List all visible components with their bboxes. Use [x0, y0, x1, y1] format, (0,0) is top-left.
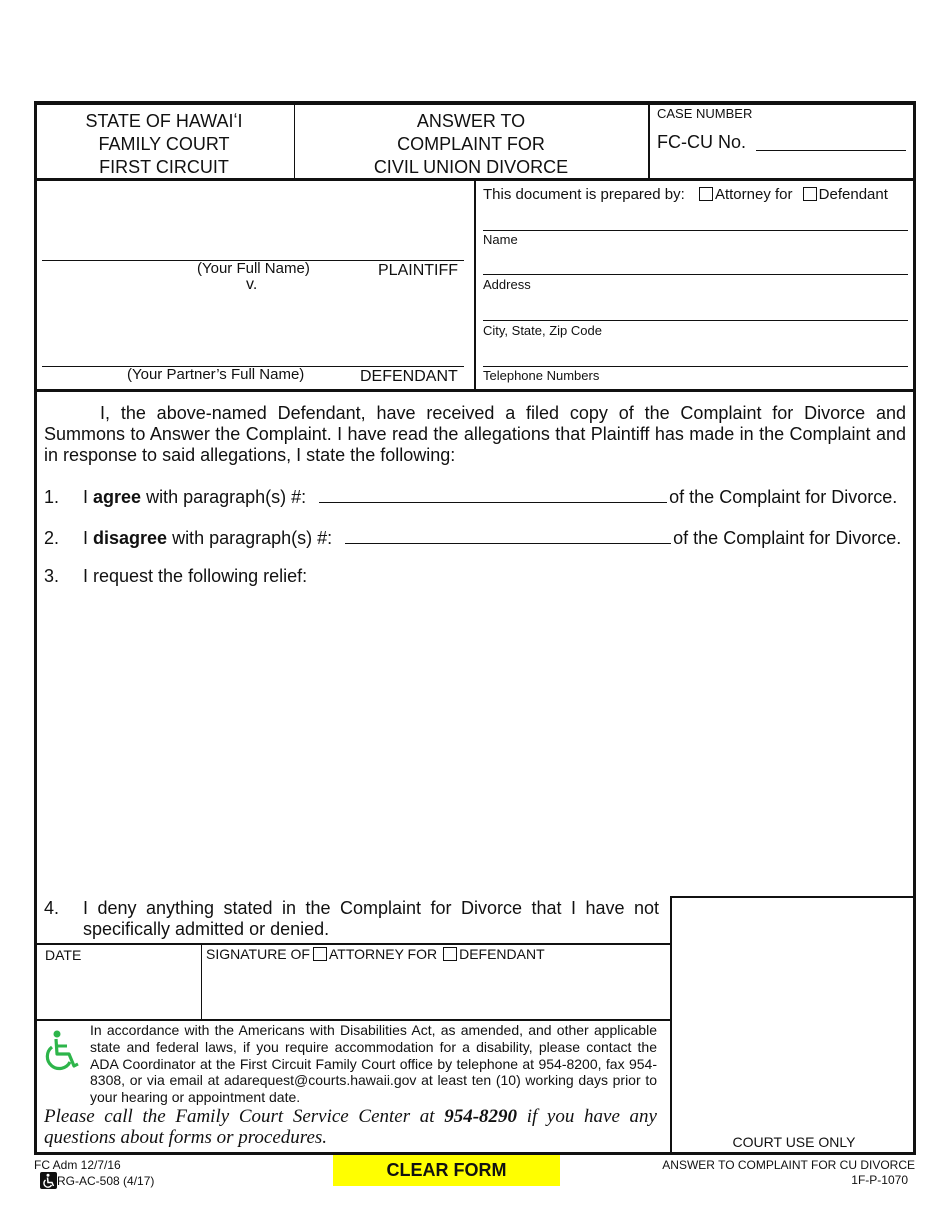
item-agree: 1. I agree with paragraph(s) #: of the Complaint for Divorce.	[44, 487, 898, 507]
signature-row	[206, 946, 545, 962]
prepared-by-label: This document is prepared by:	[483, 186, 685, 203]
clear-form-button[interactable]: CLEAR FORM	[333, 1155, 560, 1186]
versus-label: v.	[246, 276, 258, 293]
form-number: 1F-P-1070	[851, 1173, 908, 1187]
defendant-caption: (Your Partner’s Full Name)	[127, 366, 305, 383]
plaintiff-caption: (Your Full Name)	[197, 260, 310, 277]
ada-notice: In accordance with the Americans with Disabilities Act, as amended, and other applicable state and federal laws, if you require accommodation for a disability, please contact the ADA Coordinator at the First Circuit Family Court office by telephone at 954-8200, fax 954-8308, or via email at adarequest@courts.hawaii.gov at least ten (10) working days prior to your hearing or appointment date.	[90, 1022, 657, 1106]
preparer-address-input[interactable]	[483, 296, 908, 321]
item-deny: 4. I deny anything stated in the Complaint for Divorce that I have not specifically admitted or denied.	[44, 898, 659, 939]
date-label: DATE	[45, 947, 82, 963]
agree-paragraphs-input[interactable]	[319, 486, 667, 503]
court-name: STATE OF HAWAIʻI FAMILY COURT FIRST CIRCUIT	[85, 111, 243, 177]
plaintiff-name-input[interactable]	[42, 240, 464, 261]
form-title-footer: ANSWER TO COMPLAINT FOR CU DIVORCE	[662, 1158, 915, 1172]
wheelchair-icon	[40, 1028, 84, 1072]
form-code-row	[40, 1172, 154, 1189]
preparer-phone-label: Telephone Numbers	[483, 368, 600, 383]
date-input[interactable]	[40, 966, 195, 1014]
defendant-option-label: Defendant	[818, 186, 888, 203]
preparer-city-label: City, State, Zip Code	[483, 323, 602, 338]
form-code: RG-AC-508 (4/17)	[57, 1174, 155, 1188]
preparer-name-input[interactable]	[483, 250, 908, 275]
attorney-checkbox[interactable]	[699, 187, 713, 201]
signature-defendant-label: DEFENDANT	[459, 946, 545, 962]
service-center-note: Please call the Family Court Service Center at 954-8290 if you have any questions about forms or procedures.	[44, 1106, 657, 1148]
document-title: ANSWER TO COMPLAINT FOR CIVIL UNION DIVORCE	[373, 111, 569, 177]
disagree-paragraphs-input[interactable]	[345, 527, 671, 544]
signature-attorney-label: ATTORNEY FOR	[328, 946, 438, 962]
signature-attorney-checkbox[interactable]	[313, 947, 327, 961]
preparer-name-label: Name	[483, 232, 518, 247]
case-number-label: CASE NUMBER	[657, 106, 753, 121]
case-number-input[interactable]	[756, 132, 906, 151]
defendant-role: DEFENDANT	[360, 368, 458, 385]
signature-defendant-checkbox[interactable]	[443, 947, 457, 961]
signature-input[interactable]	[206, 966, 666, 1014]
prepared-by-row	[483, 186, 888, 203]
intro-paragraph: I, the above-named Defendant, have received a filed copy of the Complaint for Divorce and Summons to Answer the Complaint. I have read the allegations that Plaintiff has made in the Complaint and in response to said allegations, I state the following:	[44, 403, 906, 465]
item-relief: 3. I request the following relief:	[44, 566, 308, 586]
accessibility-icon	[40, 1172, 57, 1189]
court-use-label: COURT USE ONLY	[732, 1134, 856, 1150]
defendant-checkbox[interactable]	[803, 187, 817, 201]
attorney-option-label: Attorney for	[714, 186, 793, 203]
signature-label: SIGNATURE OF	[206, 946, 310, 962]
case-number-prefix: FC-CU No.	[657, 132, 746, 152]
preparer-city-input[interactable]	[483, 342, 908, 367]
preparer-address-label: Address	[483, 277, 531, 292]
defendant-name-input[interactable]	[42, 346, 464, 367]
plaintiff-role: PLAINTIFF	[378, 262, 459, 279]
form-date: FC Adm 12/7/16	[34, 1158, 121, 1172]
item-disagree: 2. I disagree with paragraph(s) #: of the Complaint for Divorce.	[44, 528, 902, 548]
relief-textarea[interactable]	[84, 592, 904, 882]
